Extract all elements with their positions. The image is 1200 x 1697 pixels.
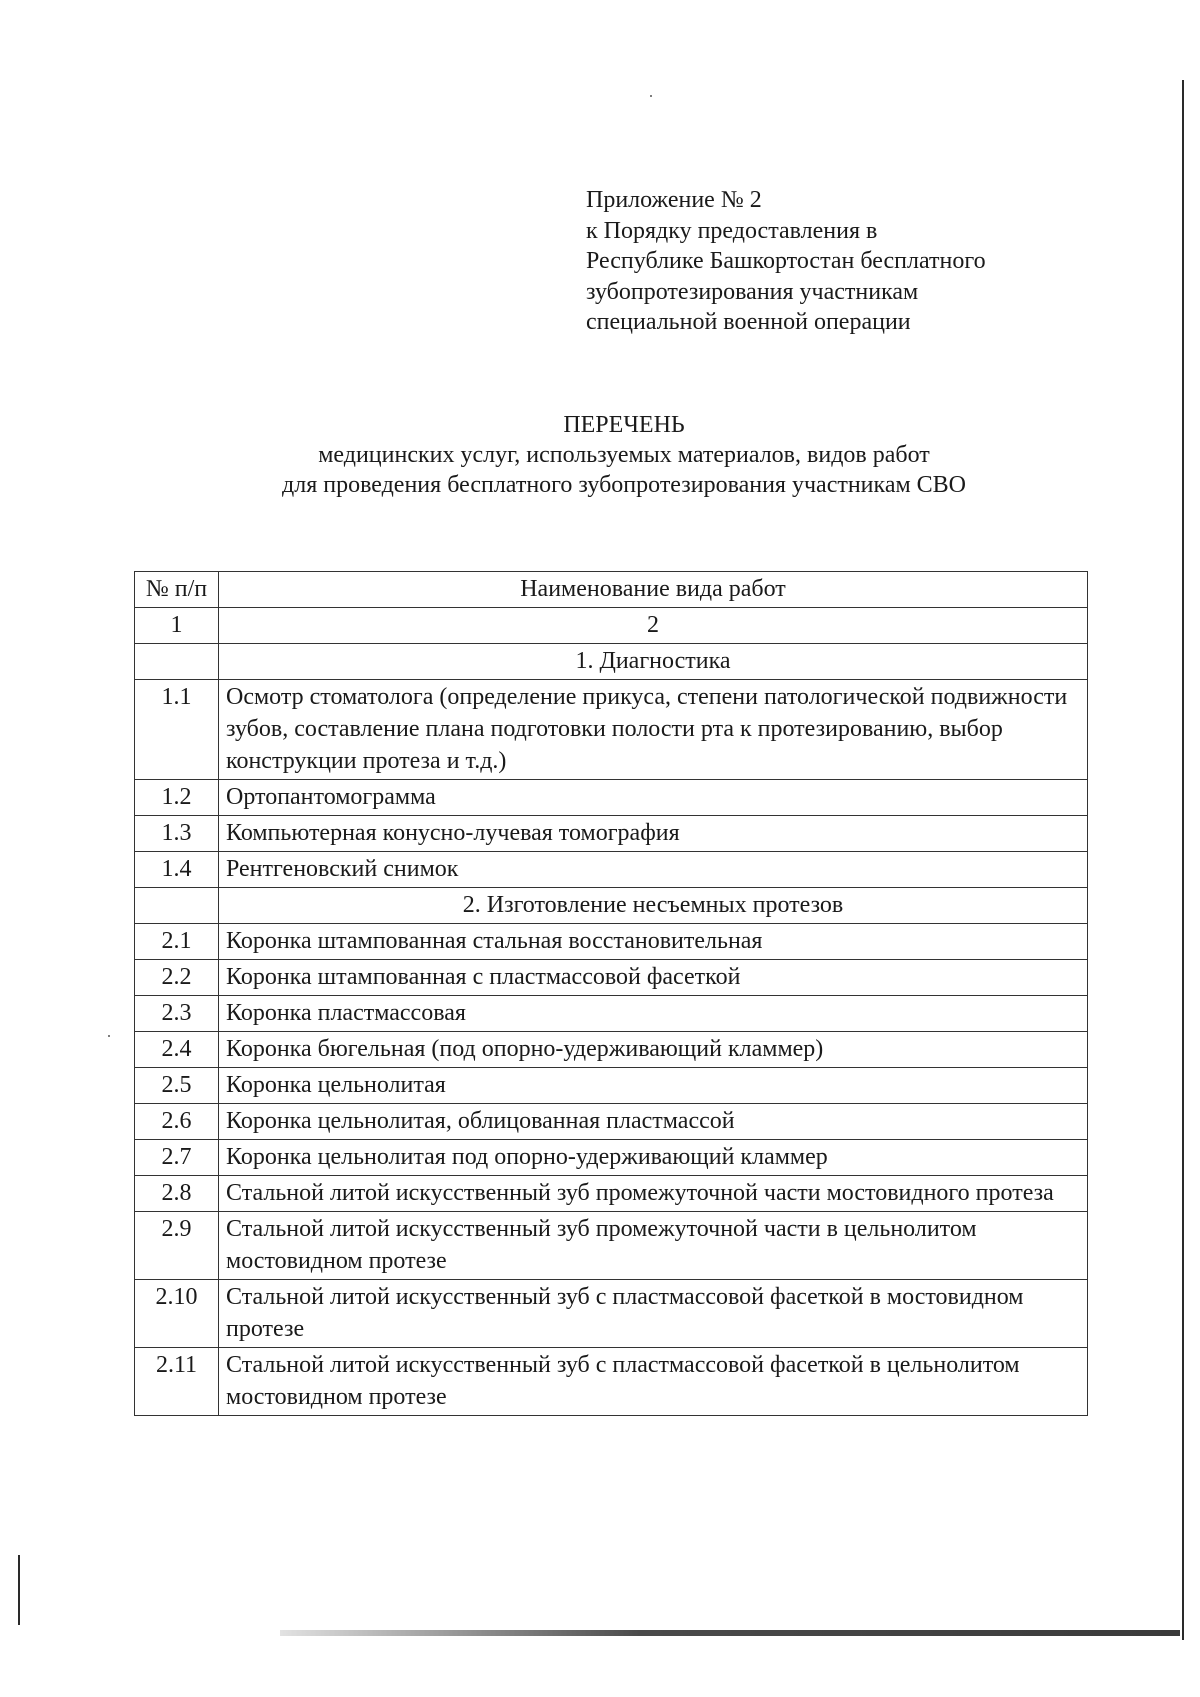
scan-speck <box>108 1035 110 1037</box>
document-heading <box>0 410 1200 500</box>
row-number: 1.4 <box>135 852 219 888</box>
table-row <box>135 1140 1088 1176</box>
row-number: 2.9 <box>135 1212 219 1280</box>
header-cell-num: № п/п <box>135 572 219 608</box>
scan-edge-line <box>1182 80 1184 1640</box>
row-service-name: Рентгеновский снимок <box>219 852 1088 888</box>
header-cell-name: Наименование вида работ <box>219 572 1088 608</box>
document-title: ПЕРЕЧЕНЬ <box>563 412 685 438</box>
table-row <box>135 1068 1088 1104</box>
services-table <box>134 571 1088 1416</box>
row-number: 2.8 <box>135 1176 219 1212</box>
row-service-name: Коронка пластмассовая <box>219 996 1088 1032</box>
row-service-name: Коронка бюгельная (под опорно-удерживающий кламмер) <box>219 1032 1088 1068</box>
scan-edge-mark <box>18 1555 20 1625</box>
row-number: 1.2 <box>135 780 219 816</box>
row-number: 2.10 <box>135 1280 219 1348</box>
appendix-line: Республике Башкортостан бесплатного <box>586 248 986 274</box>
row-number: 2.3 <box>135 996 219 1032</box>
row-service-name: Ортопантомограмма <box>219 780 1088 816</box>
table-row <box>135 996 1088 1032</box>
appendix-reference <box>586 185 986 338</box>
row-service-name: Стальной литой искусственный зуб с пластмассовой фасеткой в мостовидном протезе <box>219 1280 1088 1348</box>
table-row <box>135 1212 1088 1280</box>
section-num-cell <box>135 888 219 924</box>
row-service-name: Коронка цельнолитая, облицованная пластмассой <box>219 1104 1088 1140</box>
table-row <box>135 924 1088 960</box>
appendix-line: специальной военной операции <box>586 309 911 335</box>
column-number-row <box>135 608 1088 644</box>
row-service-name: Коронка штампованная стальная восстановительная <box>219 924 1088 960</box>
table-row <box>135 1348 1088 1416</box>
row-service-name: Коронка цельнолитая <box>219 1068 1088 1104</box>
scan-bottom-edge <box>280 1630 1180 1636</box>
row-number: 1.1 <box>135 680 219 780</box>
table-row <box>135 1280 1088 1348</box>
appendix-line: зубопротезирования участникам <box>586 278 919 305</box>
row-number: 2.1 <box>135 924 219 960</box>
row-number: 1.3 <box>135 816 219 852</box>
table-row <box>135 852 1088 888</box>
table-header-row <box>135 572 1088 608</box>
row-service-name: Стальной литой искусственный зуб с пластмассовой фасеткой в цельнолитом мостовидном протезе <box>219 1348 1088 1416</box>
column-number-cell: 2 <box>219 608 1088 644</box>
document-subtitle: для проведения бесплатного зубопротезирования участникам СВО <box>282 472 966 498</box>
row-number: 2.5 <box>135 1068 219 1104</box>
table-row <box>135 680 1088 780</box>
table-row <box>135 1104 1088 1140</box>
section-title: 2. Изготовление несъемных протезов <box>219 888 1088 924</box>
appendix-line: Приложение № 2 <box>586 187 762 213</box>
row-service-name: Осмотр стоматолога (определение прикуса, степени патологической подвижности зубов, составление плана подготовки полости рта к протезированию, выбор конструкции протеза и т.д.) <box>219 680 1088 780</box>
scan-speck <box>650 95 652 97</box>
row-number: 2.2 <box>135 960 219 996</box>
document-subtitle: медицинских услуг, используемых материалов, видов работ <box>318 442 930 468</box>
row-service-name: Коронка штампованная с пластмассовой фасеткой <box>219 960 1088 996</box>
row-number: 2.4 <box>135 1032 219 1068</box>
row-number: 2.11 <box>135 1348 219 1416</box>
appendix-line: к Порядку предоставления в <box>586 217 878 244</box>
row-service-name: Стальной литой искусственный зуб промежуточной части мостовидного протеза <box>219 1176 1088 1212</box>
row-service-name: Компьютерная конусно-лучевая томография <box>219 816 1088 852</box>
table-row <box>135 816 1088 852</box>
section-row <box>135 888 1088 924</box>
section-row <box>135 644 1088 680</box>
row-service-name: Коронка цельнолитая под опорно-удерживающий кламмер <box>219 1140 1088 1176</box>
table-row <box>135 780 1088 816</box>
row-number: 2.7 <box>135 1140 219 1176</box>
column-number-cell: 1 <box>135 608 219 644</box>
table-row <box>135 960 1088 996</box>
section-title: 1. Диагностика <box>219 644 1088 680</box>
table-row <box>135 1176 1088 1212</box>
table-row <box>135 1032 1088 1068</box>
section-num-cell <box>135 644 219 680</box>
row-number: 2.6 <box>135 1104 219 1140</box>
row-service-name: Стальной литой искусственный зуб промежуточной части в цельнолитом мостовидном протезе <box>219 1212 1088 1280</box>
